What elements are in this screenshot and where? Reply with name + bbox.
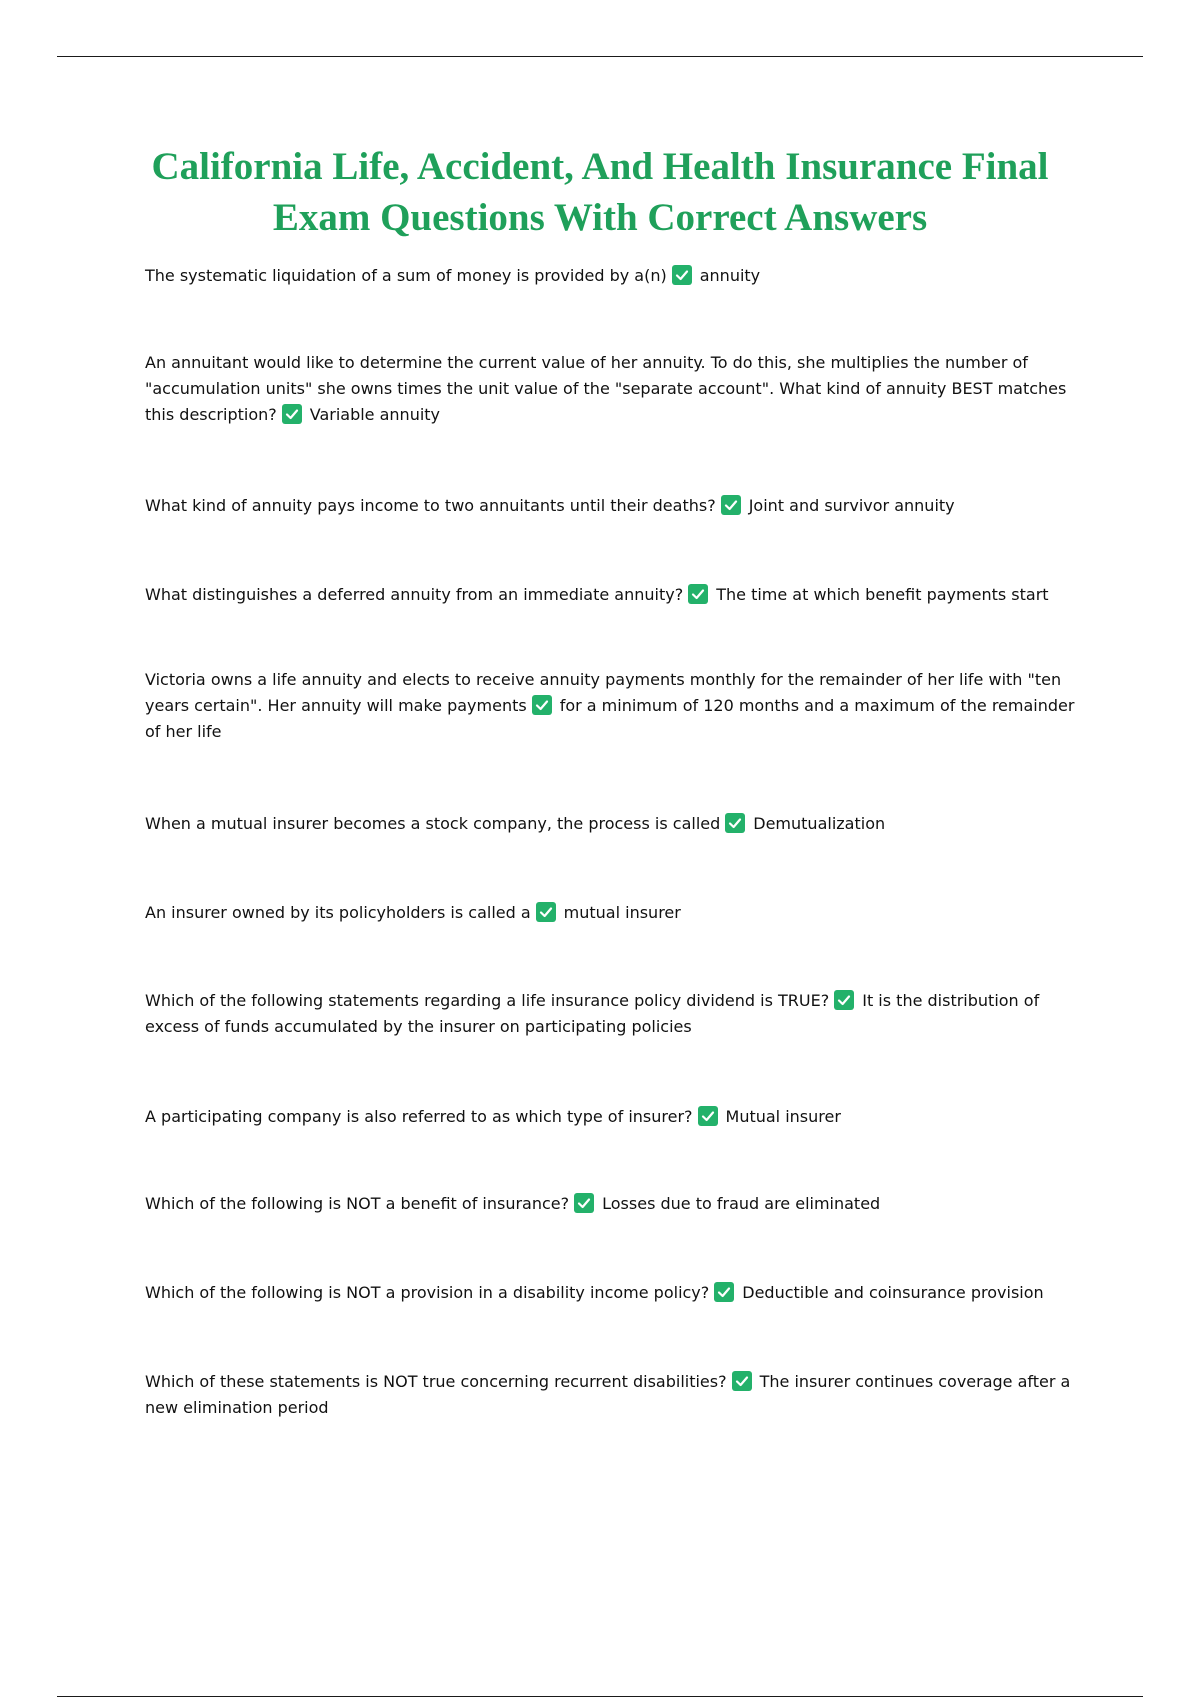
question-text: What kind of annuity pays income to two annuitants until their deaths? [145,496,716,515]
check-mark-icon [536,902,556,922]
check-mark-icon [714,1282,734,1302]
check-mark-icon [532,695,552,715]
check-mark-icon [574,1193,594,1213]
qa-item-3 [145,493,1090,519]
question-text: What distinguishes a deferred annuity from an immediate annuity? [145,585,684,604]
qa-item-9 [145,1104,1090,1130]
answer-text: annuity [699,266,761,285]
question-text: The systematic liquidation of a sum of money is provided by a(n) [145,266,667,285]
question-text: Which of the following statements regarding a life insurance policy dividend is TRUE? [145,991,830,1010]
check-mark-icon [834,990,854,1010]
qa-item-11 [145,1280,1090,1306]
answer-text: Demutualization [753,814,886,833]
answer-text: for a minimum of 120 months and a maximum of the remainder of her life [145,696,1075,741]
answer-text: Losses due to fraud are eliminated [602,1194,881,1213]
qa-item-10 [145,1191,1090,1217]
qa-item-1 [145,263,1090,289]
answer-text: The time at which benefit payments start [716,585,1049,604]
qa-item-6 [145,811,1090,837]
qa-item-4 [145,582,1090,608]
answer-text: It is the distribution of excess of funds accumulated by the insurer on participating policies [145,991,1040,1036]
question-text: Which of these statements is NOT true concerning recurrent disabilities? [145,1372,727,1391]
answer-text: Joint and survivor annuity [748,496,955,515]
answer-text: Mutual insurer [725,1107,841,1126]
answer-text: The insurer continues coverage after a new elimination period [145,1372,1071,1417]
check-mark-icon [698,1106,718,1126]
qa-item-12 [145,1369,1090,1421]
check-mark-icon [282,404,302,424]
bottom-divider [57,1696,1143,1697]
qa-item-5 [145,667,1090,745]
question-text: Victoria owns a life annuity and elects to receive annuity payments monthly for the remainder of her life with "ten years certain". Her annuity will make payments [145,670,1062,715]
question-text: When a mutual insurer becomes a stock company, the process is called [145,814,721,833]
question-text: An annuitant would like to determine the current value of her annuity. To do this, she multiplies the number of "accumulation units" she owns times the unit value of the "separate account". What kind of annuity BEST matches this description? [145,353,1067,424]
qa-item-2 [145,350,1090,428]
question-text: Which of the following is NOT a benefit of insurance? [145,1194,570,1213]
page-title: California Life, Accident, And Health Insurance Final Exam Questions With Correct Answers [151,145,1049,239]
top-divider [57,56,1143,57]
question-text: Which of the following is NOT a provision in a disability income policy? [145,1283,710,1302]
answer-text: mutual insurer [563,903,681,922]
check-mark-icon [721,495,741,515]
question-text: An insurer owned by its policyholders is called a [145,903,531,922]
check-mark-icon [725,813,745,833]
check-mark-icon [732,1371,752,1391]
check-mark-icon [672,265,692,285]
check-mark-icon [688,584,708,604]
answer-text: Variable annuity [309,405,441,424]
question-text: A participating company is also referred to as which type of insurer? [145,1107,693,1126]
answer-text: Deductible and coinsurance provision [742,1283,1044,1302]
qa-item-8 [145,988,1090,1040]
qa-item-7 [145,900,1090,926]
